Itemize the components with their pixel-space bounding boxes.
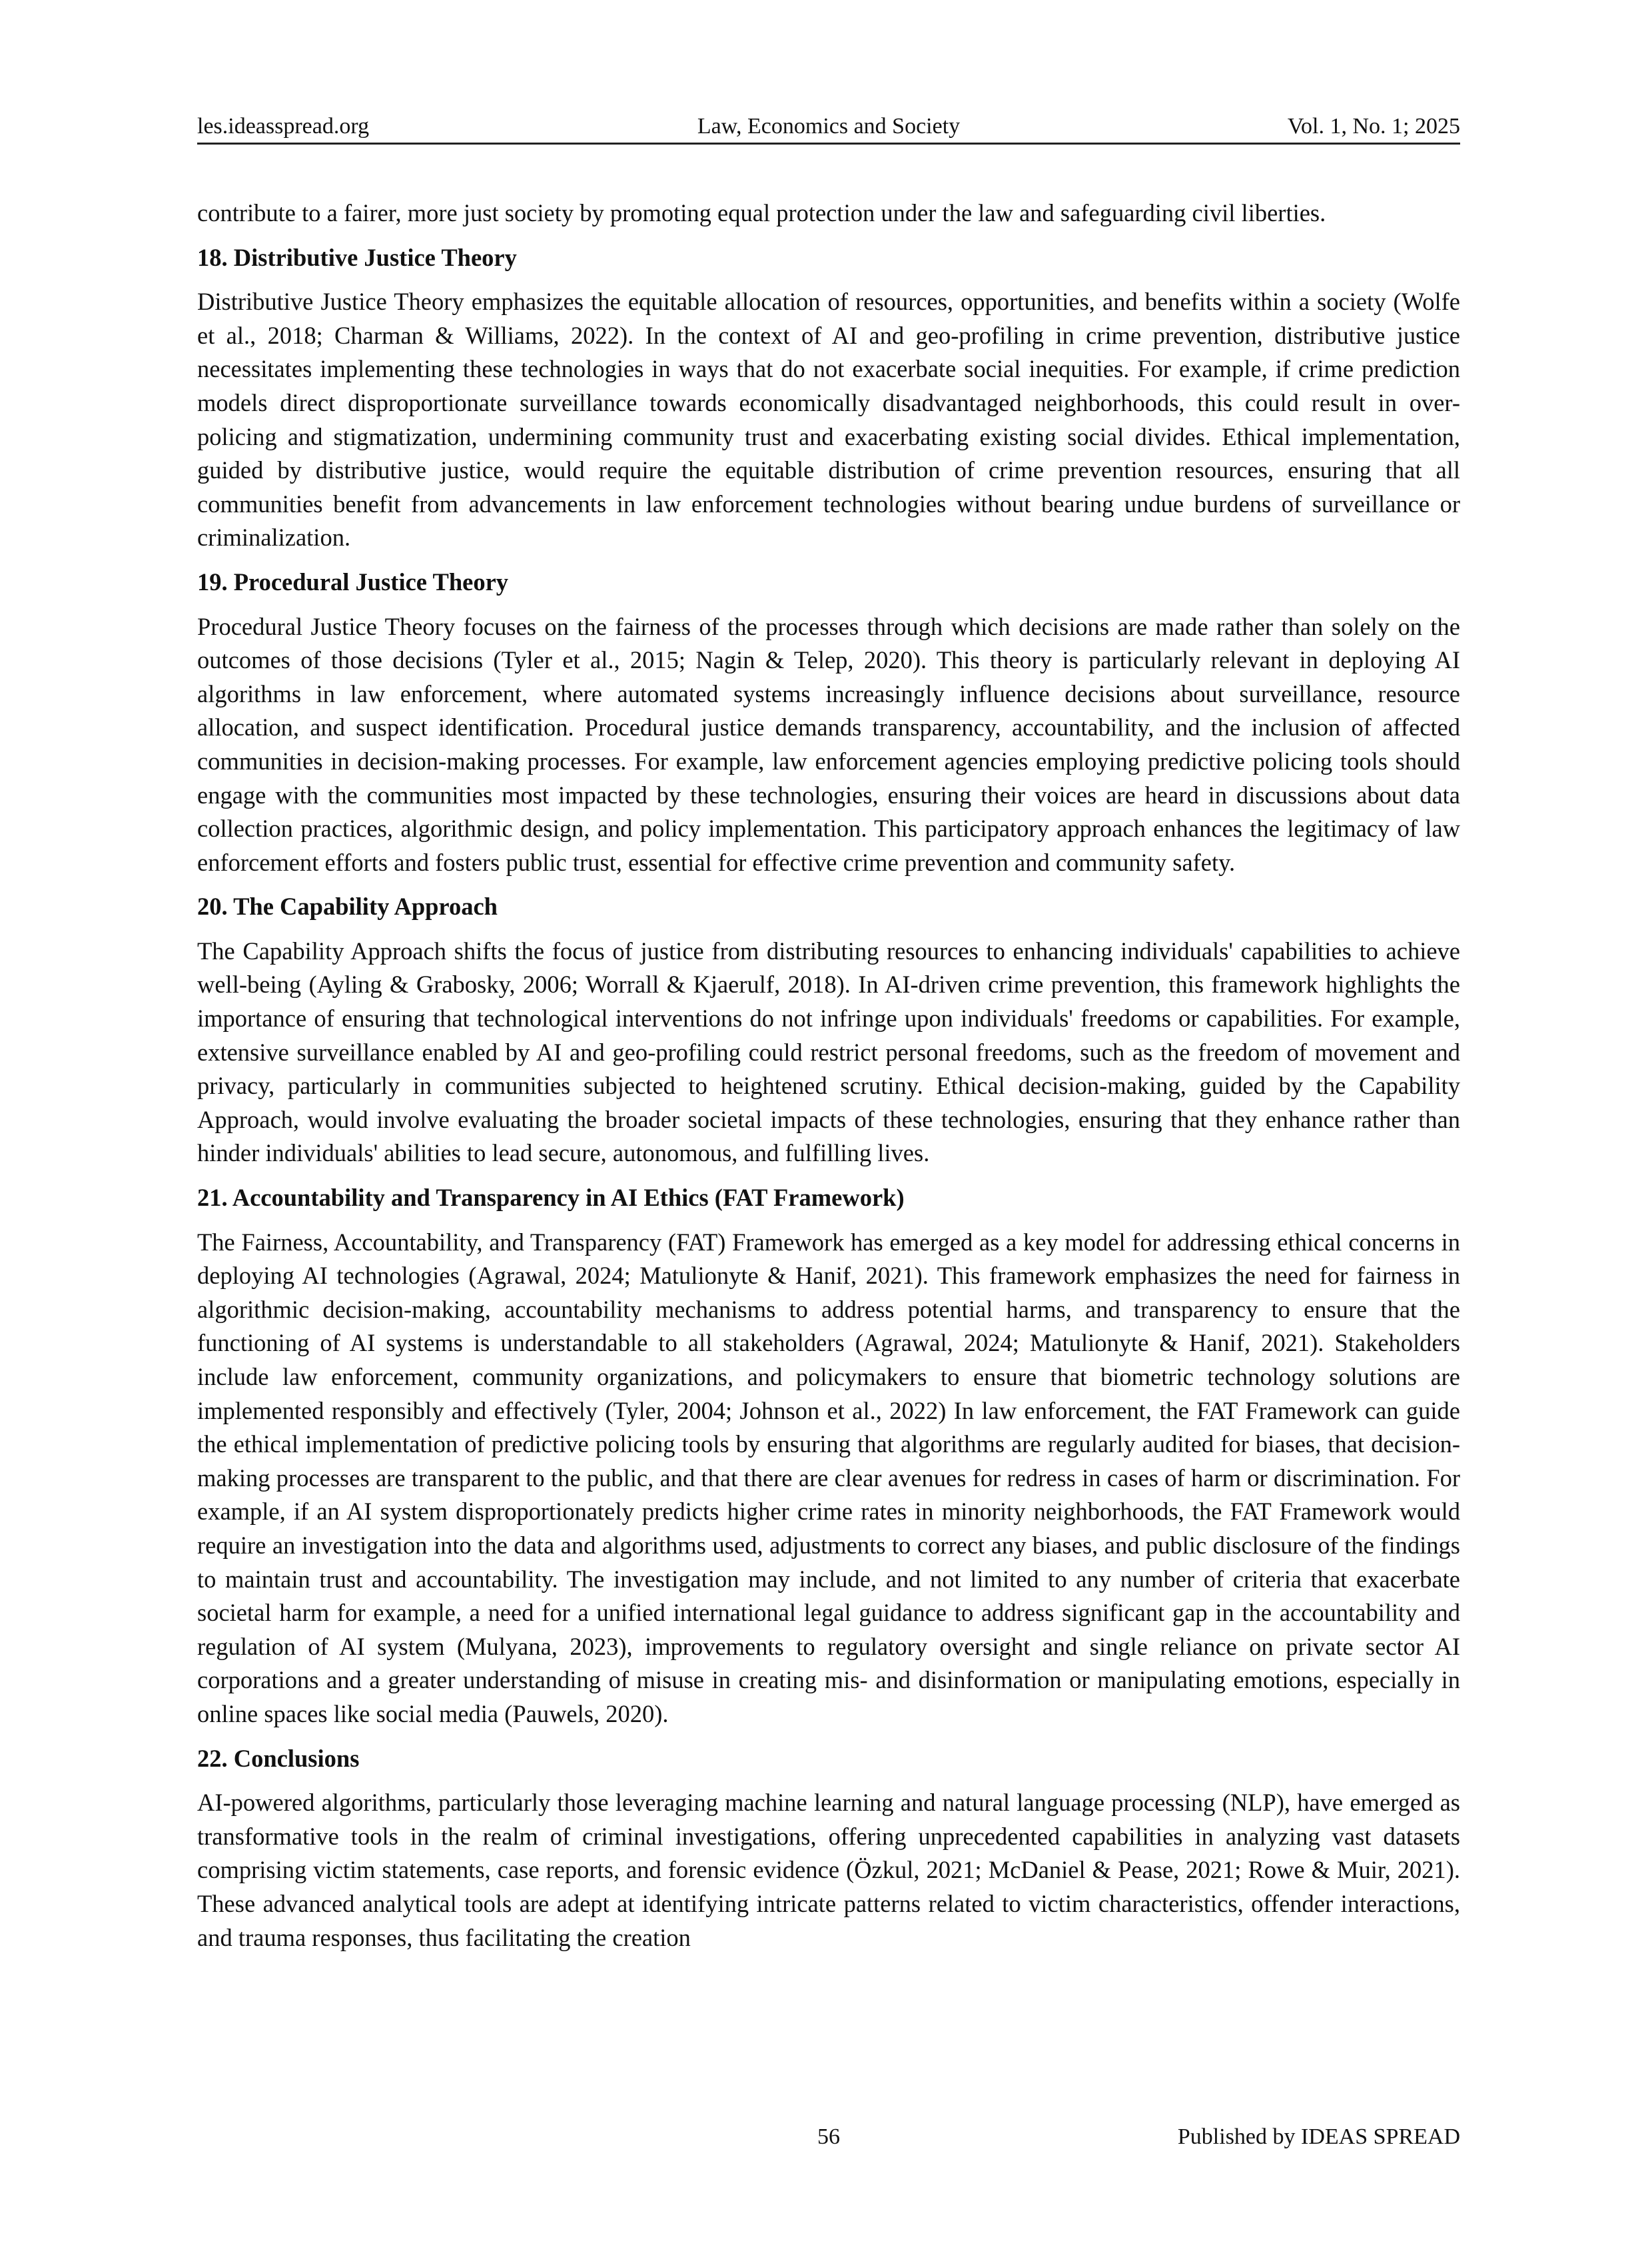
section-paragraph-18: Distributive Justice Theory emphasizes the equitable allocation of resources, opportunities, and benefits within a society (Wolfe et al., 2018; Charman & Williams, 2022). In the context of AI and geo-profiling in crime prevention, distributive justice necessitates implementing these technologies in ways that do not exacerbate social inequities. For example, if crime prediction models direct disproportionate surveillance towards economically disadvantaged neighborhoods, this could result in over-policing and stigmatization, undermining community trust and exacerbating existing social divides. Ethical implementation, guided by distributive justice, would require the equitable distribution of crime prevention resources, ensuring that all communities benefit from advancements in law enforcement technologies without bearing undue burdens of surveillance or criminalization. [197,288,1460,552]
section-heading-21: 21. Accountability and Transparency in AI Ethics (FAT Framework) [197,1184,905,1212]
site-url: les.ideasspread.org [197,114,370,139]
section-heading-20: 20. The Capability Approach [197,893,498,921]
continued-paragraph: contribute to a fairer, more just society by promoting equal protection under the law and safeguarding civil liberties. [197,199,1326,226]
volume-info: Vol. 1, No. 1; 2025 [1287,114,1460,139]
article-body [197,197,1460,1965]
running-header [197,111,1460,145]
publisher-credit: Published by IDEAS SPREAD [1177,2124,1460,2149]
section-paragraph-20: The Capability Approach shifts the focus of justice from distributing resources to enhancing individuals' capabilities to achieve well-being (Ayling & Grabosky, 2006; Worrall & Kjaerulf, 2018). In AI-driven crime prevention, this framework highlights the importance of ensuring that technological interventions do not infringe upon individuals' freedoms or capabilities. For example, extensive surveillance enabled by AI and geo-profiling could restrict personal freedoms, such as the freedom of movement and privacy, particularly in communities subjected to heightened scrutiny. Ethical decision-making, guided by the Capability Approach, would involve evaluating the broader societal impacts of these technologies, ensuring that they enhance rather than hinder individuals' abilities to lead secure, autonomous, and fulfilling lives. [197,937,1460,1167]
section-heading-22: 22. Conclusions [197,1744,360,1772]
page-footer [197,2121,1460,2153]
journal-title: Law, Economics and Society [697,114,961,139]
section-heading-18: 18. Distributive Justice Theory [197,243,517,271]
section-heading-19: 19. Procedural Justice Theory [197,568,509,596]
section-paragraph-21: The Fairness, Accountability, and Transparency (FAT) Framework has emerged as a key model for addressing ethical concerns in deploying AI technologies (Agrawal, 2024; Matulionyte & Hanif, 2021). This framework emphasizes the need for fairness in algorithmic decision-making, accountability mechanisms to address potential harms, and transparency to ensure that the functioning of AI systems is understandable to all stakeholders (Agrawal, 2024; Matulionyte & Hanif, 2021). Stakeholders include law enforcement, community organizations, and policymakers to ensure that biometric technology solutions are implemented responsibly and effectively (Tyler, 2004; Johnson et al., 2022) In law enforcement, the FAT Framework can guide the ethical implementation of predictive policing tools by ensuring that algorithms are regularly audited for biases, that decision-making processes are transparent to the public, and that there are clear avenues for redress in cases of harm or discrimination. For example, if an AI system disproportionately predicts higher crime rates in minority neighborhoods, the FAT Framework would require an investigation into the data and algorithms used, adjustments to correct any biases, and public disclosure of the findings to maintain trust and accountability. The investigation may include, and not limited to any number of criteria that exacerbate societal harm for example, a need for a unified international legal guidance to address significant gap in the accountability and regulation of AI system (Mulyana, 2023), improvements to regulatory oversight and single reliance on private sector AI corporations and a greater understanding of misuse in creating mis- and disinformation or manipulating emotions, especially in online spaces like social media (Pauwels, 2020). [197,1228,1460,1727]
page-number: 56 [817,2124,840,2149]
section-paragraph-22: AI-powered algorithms, particularly those leveraging machine learning and natural language processing (NLP), have emerged as transformative tools in the realm of criminal investigations, offering unprecedented capabilities in analyzing vast datasets comprising victim statements, case reports, and forensic evidence (Özkul, 2021; McDaniel & Pease, 2021; Rowe & Muir, 2021). These advanced analytical tools are adept at identifying intricate patterns related to victim characteristics, offender interactions, and trauma responses, thus facilitating the creation [197,1789,1460,1951]
section-paragraph-19: Procedural Justice Theory focuses on the fairness of the processes through which decisions are made rather than solely on the outcomes of those decisions (Tyler et al., 2015; Nagin & Telep, 2020). This theory is particularly relevant in deploying AI algorithms in law enforcement, where automated systems increasingly influence decisions about surveillance, resource allocation, and suspect identification. Procedural justice demands transparency, accountability, and the inclusion of affected communities in decision-making processes. For example, law enforcement agencies employing predictive policing tools should engage with the communities most impacted by these technologies, ensuring their voices are heard in discussions about data collection practices, algorithmic design, and policy implementation. This participatory approach enhances the legitimacy of law enforcement efforts and fosters public trust, essential for effective crime prevention and community safety. [197,612,1460,876]
